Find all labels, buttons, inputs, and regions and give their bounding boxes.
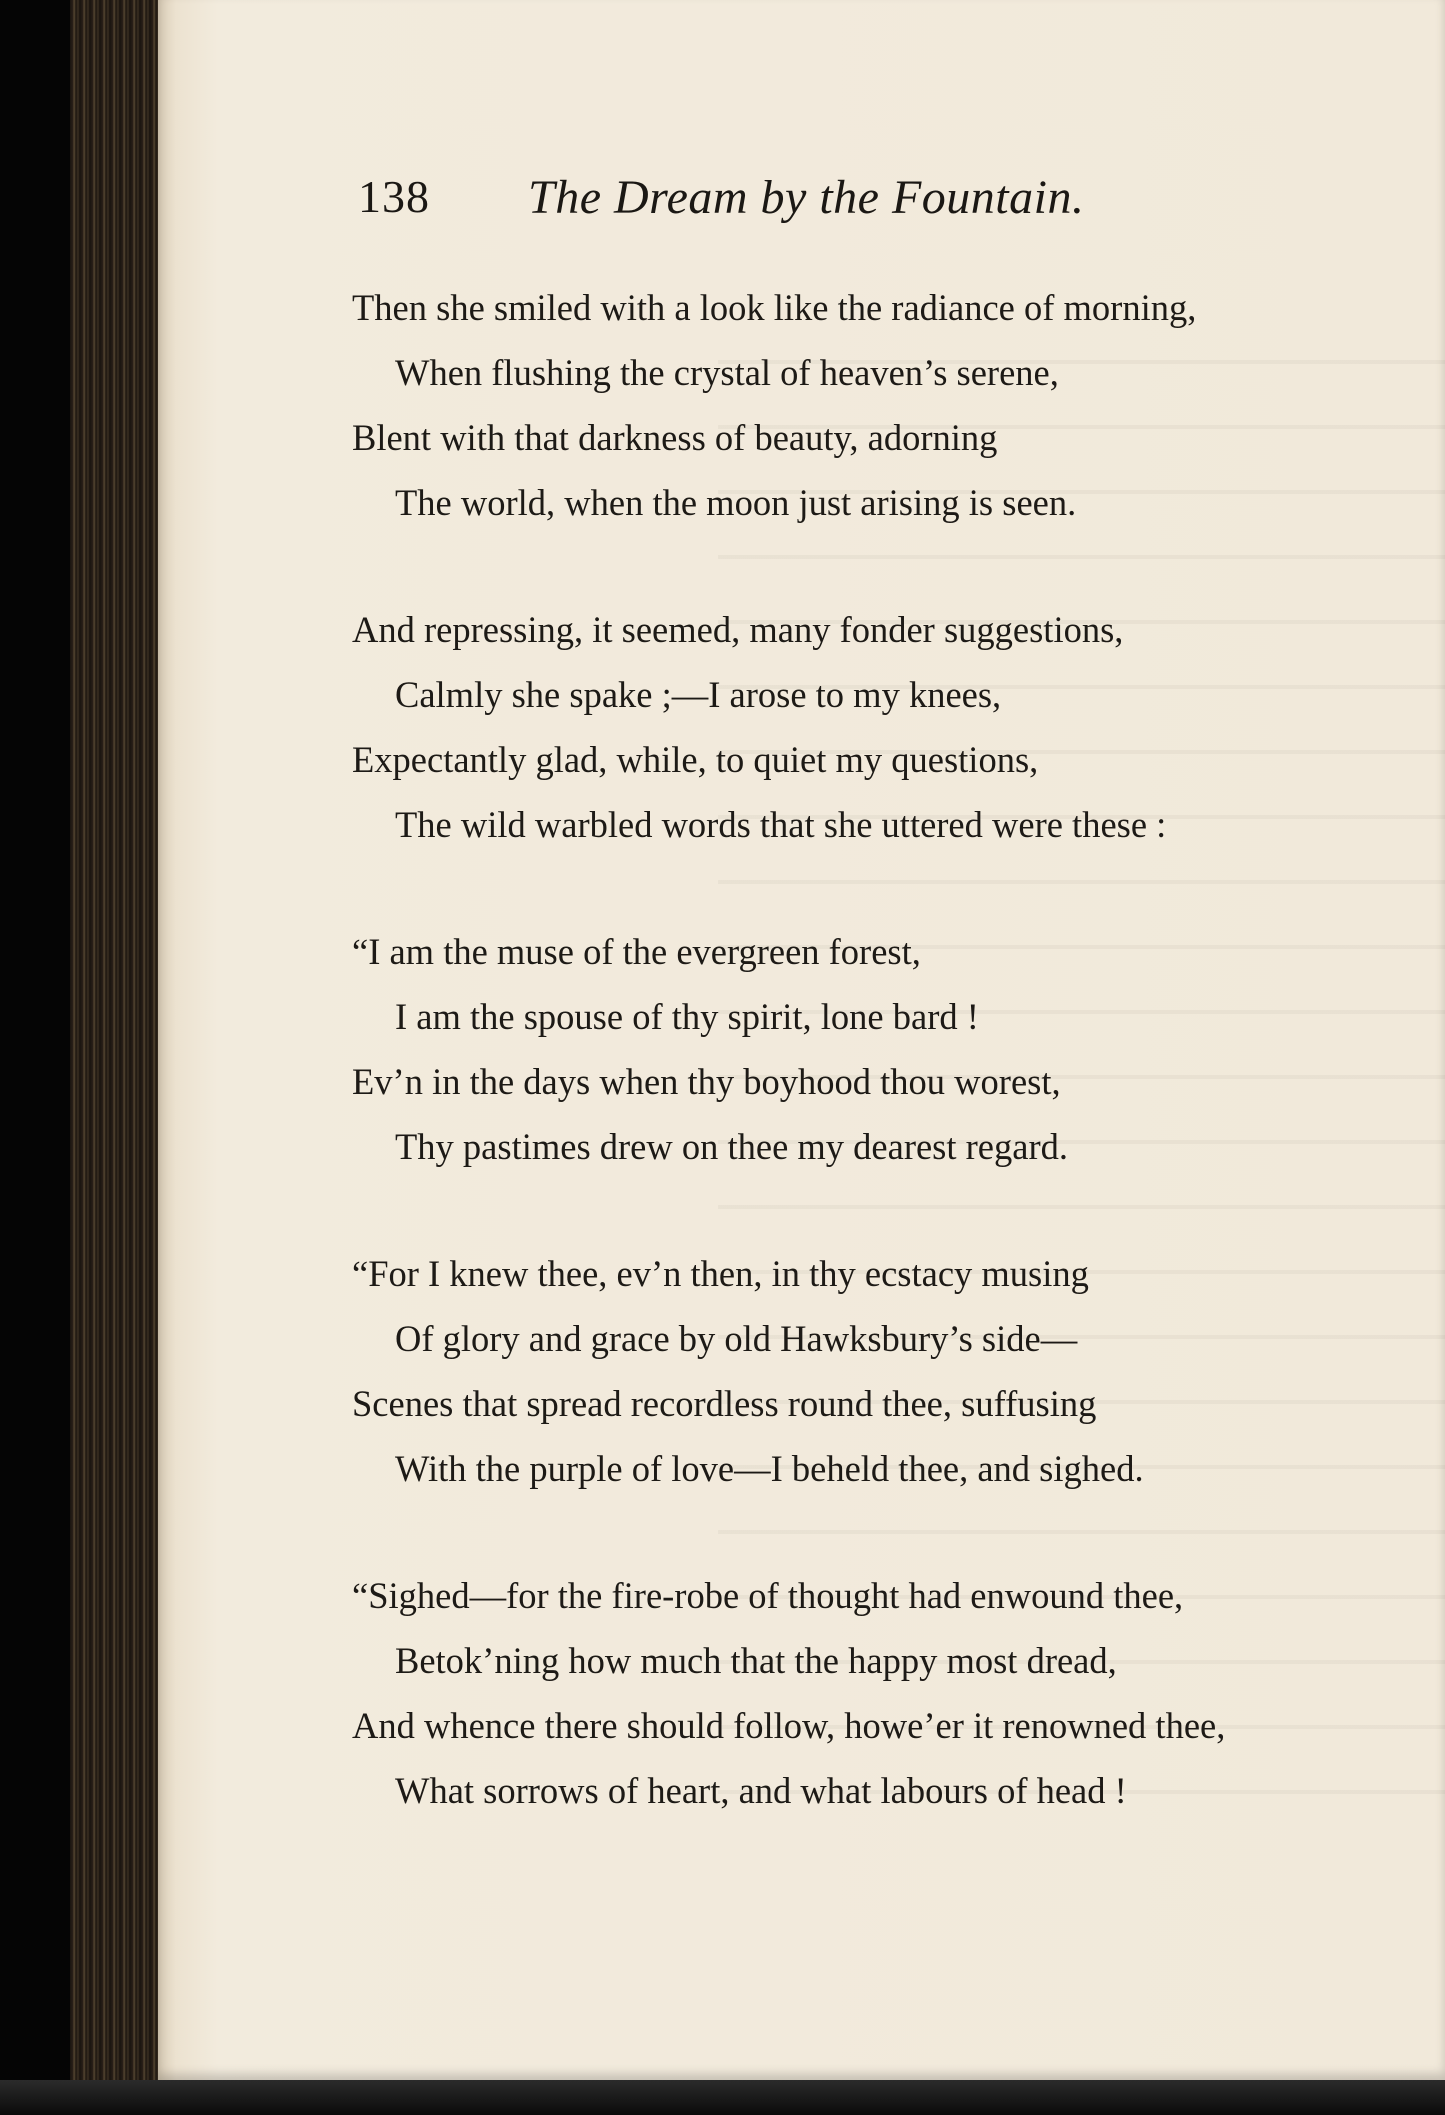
poem-line: The world, when the moon just arising is seen. bbox=[395, 482, 1077, 523]
poem-line: Blent with that darkness of beauty, adorning bbox=[352, 417, 998, 458]
stanza-3 bbox=[352, 919, 1352, 1179]
poem-line: And whence there should follow, howe’er it renowned thee, bbox=[352, 1705, 1226, 1746]
poem-line: With the purple of love—I beheld thee, and sighed. bbox=[395, 1448, 1144, 1489]
poem-line: Then she smiled with a look like the radiance of morning, bbox=[352, 287, 1197, 328]
poem-line: “I am the muse of the evergreen forest, bbox=[352, 931, 921, 972]
poem-line: I am the spouse of thy spirit, lone bard ! bbox=[395, 996, 979, 1037]
stanza-1 bbox=[352, 275, 1352, 535]
poem-line: Of glory and grace by old Hawksbury’s side— bbox=[395, 1318, 1078, 1359]
poem-line: “Sighed—for the fire-robe of thought had enwound thee, bbox=[352, 1575, 1184, 1616]
poem-line: Calmly she spake ;—I arose to my knees, bbox=[395, 674, 1002, 715]
running-title: The Dream by the Fountain. bbox=[528, 171, 1085, 224]
poem-line: Expectantly glad, while, to quiet my questions, bbox=[352, 739, 1039, 780]
running-head bbox=[358, 170, 1258, 240]
poem-line: “For I knew thee, ev’n then, in thy ecstacy musing bbox=[352, 1253, 1089, 1294]
stanza-2 bbox=[352, 597, 1352, 857]
poem-line: And repressing, it seemed, many fonder suggestions, bbox=[352, 609, 1124, 650]
poem-line: Betok’ning how much that the happy most dread, bbox=[395, 1640, 1117, 1681]
book-shadow bbox=[0, 0, 70, 2115]
page-bottom-edge bbox=[0, 2080, 1445, 2115]
poem-line: Ev’n in the days when thy boyhood thou worest, bbox=[352, 1061, 1061, 1102]
poem-line: Thy pastimes drew on thee my dearest regard. bbox=[395, 1126, 1068, 1167]
poem bbox=[352, 275, 1352, 1885]
page-number: 138 bbox=[358, 171, 430, 222]
stanza-4 bbox=[352, 1241, 1352, 1501]
poem-line: The wild warbled words that she uttered were these : bbox=[395, 804, 1167, 845]
stanza-5 bbox=[352, 1563, 1352, 1823]
poem-line: What sorrows of heart, and what labours of head ! bbox=[395, 1770, 1127, 1811]
poem-line: When flushing the crystal of heaven’s serene, bbox=[395, 352, 1059, 393]
poem-line: Scenes that spread recordless round thee, suffusing bbox=[352, 1383, 1097, 1424]
